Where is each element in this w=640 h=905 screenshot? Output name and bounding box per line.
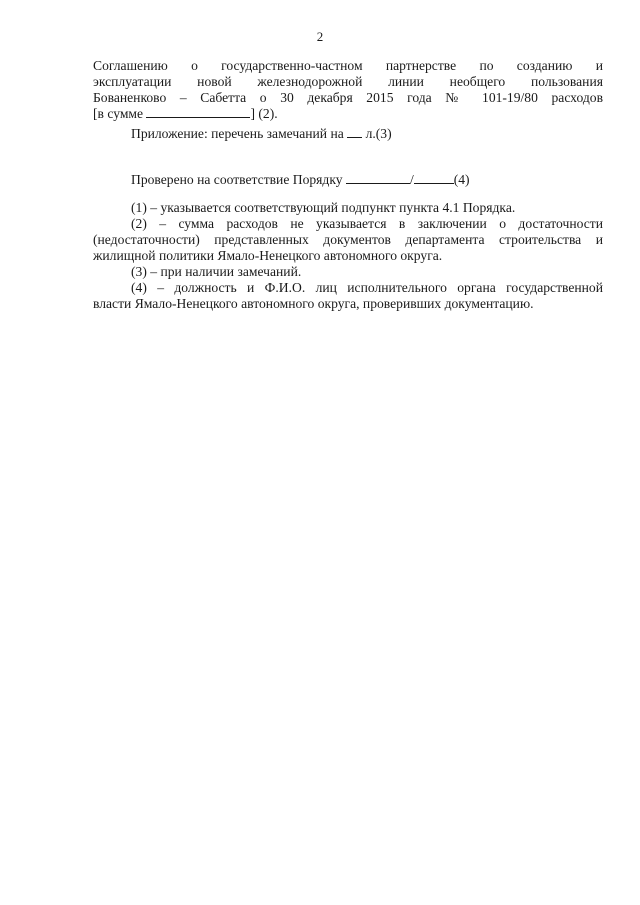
page-number: 2 [316, 29, 324, 44]
amount-suffix: ] (2). [250, 106, 278, 121]
appendix-line [93, 126, 640, 142]
verification-text: Проверено на соответствие Порядку [131, 172, 346, 187]
footnote-3: (3) – при наличии замечаний. [131, 264, 302, 279]
name-blank [414, 172, 454, 184]
verification-separator: / [409, 172, 414, 187]
footnote-2-last: жилищной политики Ямало-Ненецкого автономного округа. [93, 248, 443, 263]
paragraph-last-line [93, 106, 603, 122]
footnote-4-last: власти Ямало-Ненецкого автономного округа, проверивших документацию. [93, 296, 534, 311]
paragraph-line: Бованенково – Сабетта о 30 декабря 2015 года № 101-19/80 расходов [93, 90, 603, 105]
verification-line [93, 172, 640, 188]
signature-blank [346, 172, 410, 184]
verification-suffix: (4) [453, 172, 470, 187]
footnotes [93, 200, 603, 312]
footnote-2-line: (недостаточности) представленных документов департамента строительства и [93, 232, 603, 247]
appendix-text: Приложение: перечень замечаний на [131, 126, 348, 141]
pages-blank [347, 126, 362, 138]
amount-blank [146, 106, 250, 118]
footnote-4-line: (4) – должность и Ф.И.О. лиц исполнительного органа государственной [131, 280, 603, 295]
paragraph-line: эксплуатации новой железнодорожной линии необщего пользования [93, 74, 603, 89]
footnote-1: (1) – указывается соответствующий подпункт пункта 4.1 Порядка. [131, 200, 516, 215]
amount-prefix: [в сумме [93, 106, 147, 121]
agreement-paragraph [93, 58, 603, 122]
paragraph-line: Соглашению о государственно-частном партнерстве по созданию и [93, 58, 603, 73]
appendix-suffix: л.(3) [362, 126, 392, 141]
footnote-2-line: (2) – сумма расходов не указывается в заключении о достаточности [131, 216, 603, 231]
